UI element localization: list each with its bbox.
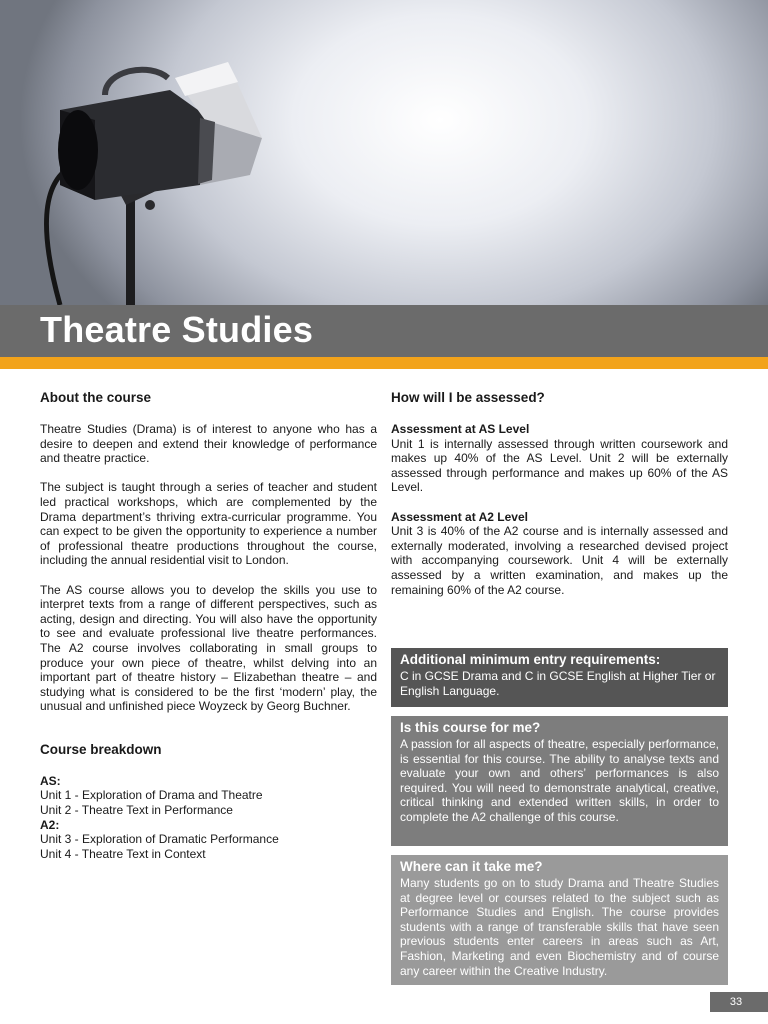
entry-requirements-text: C in GCSE Drama and C in GCSE English at Higher Tier or English Language. <box>400 669 716 698</box>
page-title: Theatre Studies <box>40 309 314 350</box>
assessment-as-text: Unit 1 is internally assessed through written coursework and makes up 40% of the AS Level. Unit 2 will be externally assessed through performance and makes up 60% of the AS Level. <box>391 436 728 495</box>
where-can-it-take-me-text: Many students go on to study Drama and Theatre Studies at degree level or courses related to the subject such as Performance Studies and English. The course provides students with a range of transferable skills that have seen previous students enter careers in areas such as Art, Fashion, Marketing and even Biochemistry and of course any career within the Creative Industry. <box>400 876 719 978</box>
breakdown-heading: Course breakdown <box>40 741 162 757</box>
right-column <box>391 390 728 612</box>
course-for-me-box <box>391 716 728 846</box>
about-paragraph-2: The subject is taught through a series of teacher and student led practical workshops, which are complemented by the Drama department’s thriving extra-curricular programme. You can expect to be given the opportunity to experience a number of professional theatre productions throughout the course, including the annual residential visit to London. <box>40 480 377 568</box>
about-heading: About the course <box>40 390 152 405</box>
title-band <box>0 305 768 357</box>
assessment-a2-heading: Assessment at A2 Level <box>391 509 528 524</box>
assessment-as-heading: Assessment at AS Level <box>391 422 530 436</box>
entry-requirements-box <box>391 648 728 707</box>
assessment-a2-block <box>391 510 728 598</box>
breakdown-unit-3: Unit 3 - Exploration of Dramatic Performance <box>40 832 279 847</box>
breakdown-as-label: AS: <box>40 773 61 788</box>
course-for-me-text: A passion for all aspects of theatre, especially performance, is essential for this course. The ability to analyse texts and evaluate your own and others’ performances is also required. You will need to demonstrate analytical, creative, critical thinking and extended written skills, in order to complete the A2 challenge of this course. <box>400 737 719 824</box>
hero-spotlight-image <box>0 0 768 305</box>
breakdown-a2-label: A2: <box>40 817 60 832</box>
accent-rule <box>0 357 768 369</box>
where-can-it-take-me-box <box>391 855 728 985</box>
breakdown-unit-4: Unit 4 - Theatre Text in Context <box>40 846 206 861</box>
left-column <box>40 390 377 861</box>
course-for-me-heading: Is this course for me? <box>400 720 541 735</box>
breakdown-unit-1: Unit 1 - Exploration of Drama and Theatre <box>40 788 263 803</box>
about-paragraph-3: The AS course allows you to develop the skills you use to interpret texts from a range of different perspectives, such as acting, design and directing. You will also have the opportunity to see and evaluate professional live theatre performances. The A2 course involves collaborating in small groups to produce your own piece of theatre, whilst delving into an important part of theatre history – Elizabethan theatre – and studying what is considered to be the first ‘modern’ play, the unusual and unfinished piece Woyzeck by Georg Buchner. <box>40 582 377 714</box>
breakdown-unit-2: Unit 2 - Theatre Text in Performance <box>40 803 233 818</box>
about-paragraph-1: Theatre Studies (Drama) is of interest to anyone who has a desire to deepen and extend their knowledge of performance and theatre practice. <box>40 422 377 466</box>
spotlight-illustration <box>0 0 768 305</box>
assessment-as-block <box>391 422 728 495</box>
page-number: 33 <box>710 992 768 1012</box>
assessment-a2-text: Unit 3 is 40% of the A2 course and is internally assessed and externally moderated, involving a researched devised project with accompanying coursework. Unit 4 will be externally assessed by a written examination, and makes up the remaining 60% of the A2 course. <box>391 524 728 597</box>
assessment-heading: How will I be assessed? <box>391 390 545 405</box>
breakdown-list <box>40 774 377 862</box>
entry-requirements-heading: Additional minimum entry requirements: <box>400 652 661 667</box>
where-can-it-take-me-heading: Where can it take me? <box>400 859 543 874</box>
